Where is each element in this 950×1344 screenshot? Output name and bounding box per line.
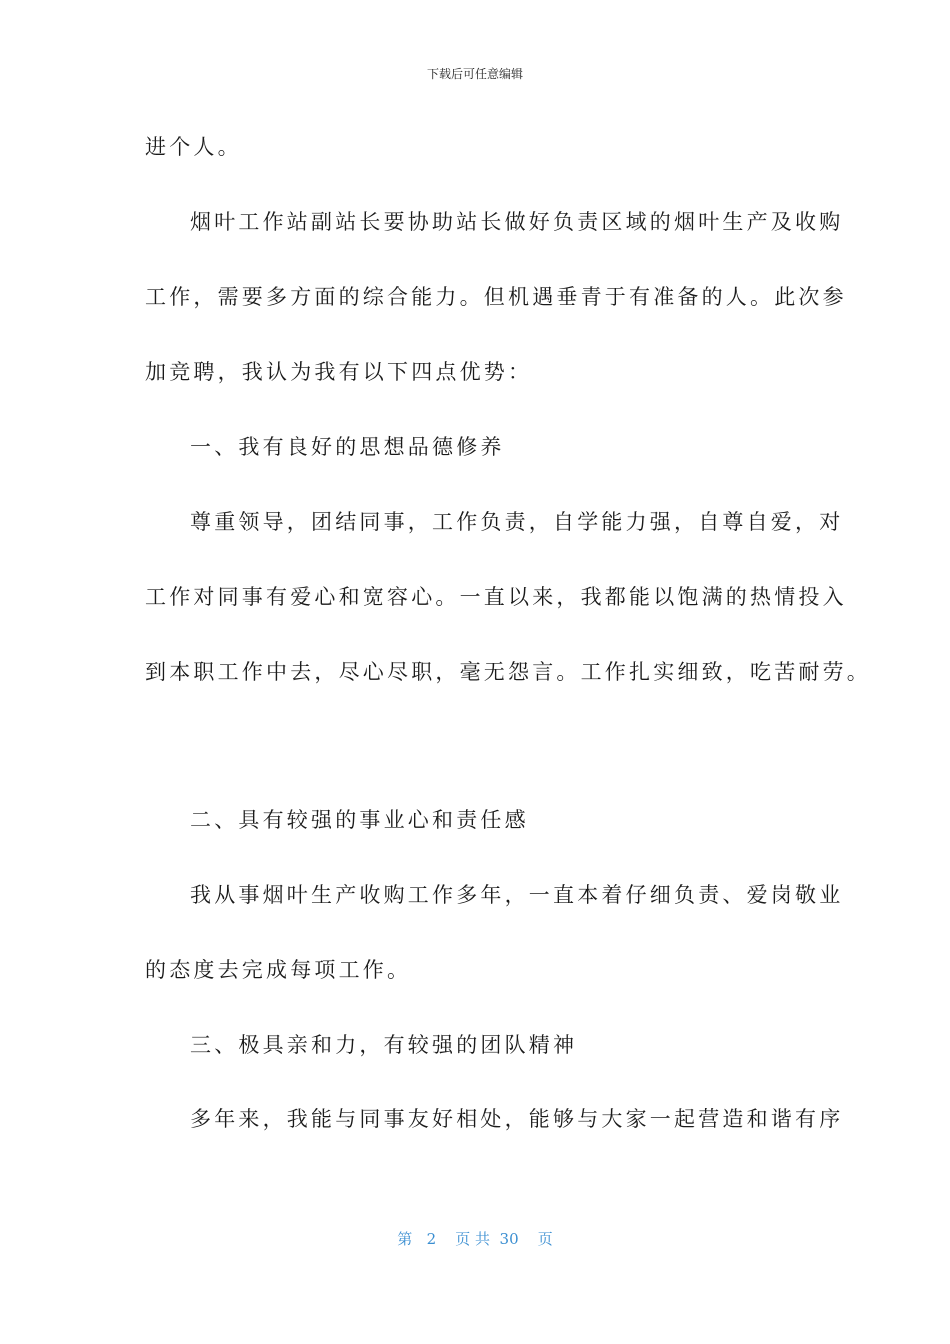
- section-heading-3: 三、极具亲和力，有较强的团队精神: [190, 1033, 578, 1057]
- footer-suffix: 页: [537, 1230, 553, 1248]
- body-line-13: 多年来，我能与同事友好相处，能够与大家一起营造和谐有序: [190, 1107, 844, 1131]
- body-line-4: 加竞聘，我认为我有以下四点优势：: [145, 360, 533, 384]
- body-line-3: 工作，需要多方面的综合能力。但机遇垂青于有准备的人。此次参: [145, 285, 847, 309]
- footer-middle: 页 共: [455, 1230, 490, 1248]
- body-line-10: 我从事烟叶生产收购工作多年，一直本着仔细负责、爱岗敬业: [190, 883, 844, 907]
- page-header: 下载后可任意编辑: [426, 67, 523, 81]
- page-footer: [0, 1228, 950, 1250]
- section-heading-1: 一、我有良好的思想品德修养: [190, 435, 505, 459]
- body-line-7: 工作对同事有爱心和宽容心。一直以来，我都能以饱满的热情投入: [145, 585, 847, 609]
- body-line-11: 的态度去完成每项工作。: [145, 958, 412, 982]
- body-line-2: 烟叶工作站副站长要协助站长做好负责区域的烟叶生产及收购: [190, 210, 844, 234]
- body-line-1: 进个人。: [145, 135, 242, 159]
- footer-page-number: 2: [426, 1230, 437, 1248]
- footer-total-pages: 30: [499, 1230, 519, 1248]
- footer-prefix: 第: [397, 1230, 413, 1248]
- body-line-8: 到本职工作中去，尽心尽职，毫无怨言。工作扎实细致，吃苦耐劳。: [145, 660, 871, 684]
- section-heading-2: 二、具有较强的事业心和责任感: [190, 808, 529, 832]
- body-line-6: 尊重领导，团结同事，工作负责，自学能力强，自尊自爱，对: [190, 510, 844, 534]
